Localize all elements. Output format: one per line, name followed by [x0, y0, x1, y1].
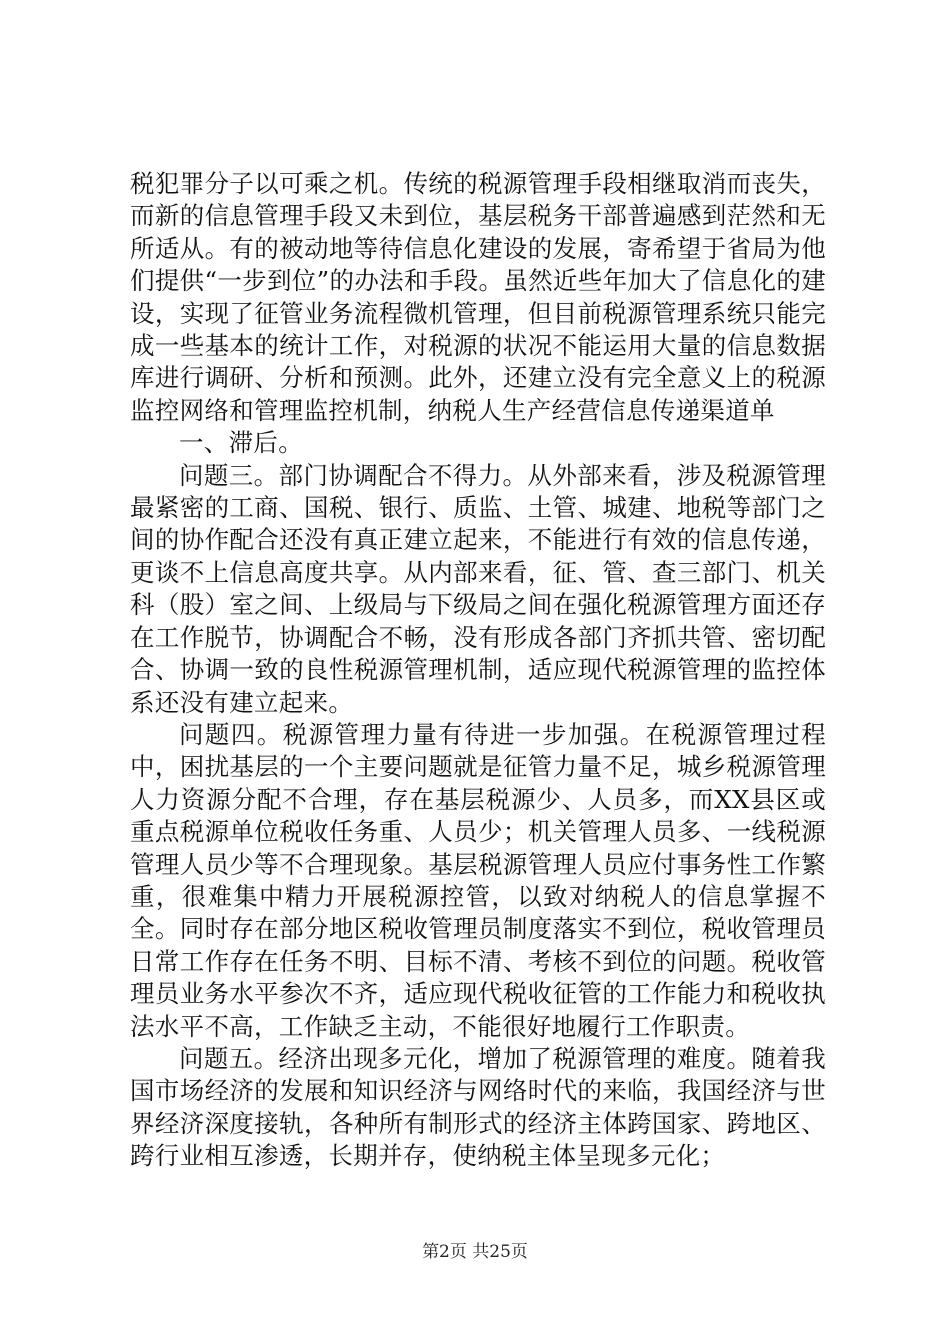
- paragraph-4: 问题四。税源管理力量有待进一步加强。在税源管理过程中，困扰基层的一个主要问题就是征管力量不足，城乡税源管理人力资源分配不合理，存在基层税源少、人员多，而XX县区或重点税源单位税收任务重、人员少；机关管理人员多、一线税源管理人员少等不合理现象。基层税源管理人员应付事务性工作繁重，很难集中精力开展税源控管，以致对纳税人的信息掌握不全。同时存在部分地区税收管理员制度落实不到位，税收管理员日常工作存在任务不明、目标不清、考核不到位的问题。税收管理员业务水平参次不齐，适应现代税收征管的工作能力和税收执法水平不高，工作缺乏主动，不能很好地履行工作职责。: [130, 719, 826, 1041]
- page-number: 第2页 共25页: [422, 1242, 528, 1262]
- document-body: [130, 168, 826, 1173]
- paragraph-5: 问题五。经济出现多元化，增加了税源管理的难度。随着我国市场经济的发展和知识经济与网络时代的来临，我国经济与世界经济深度接轨，各种所有制形式的经济主体跨国家、跨地区、跨行业相互渗透，长期并存，使纳税主体呈现多元化；: [130, 1043, 826, 1171]
- paragraph-1: 税犯罪分子以可乘之机。传统的税源管理手段相继取消而丧失，而新的信息管理手段又未到位，基层税务干部普遍感到茫然和无所适从。有的被动地等待信息化建设的发展，寄希望于省局为他们提供“一步到位”的办法和手段。虽然近些年加大了信息化的建设，实现了征管业务流程微机管理，但目前税源管理系统只能完成一些基本的统计工作，对税源的状况不能运用大量的信息数据库进行调研、分析和预测。此外，还建立没有完全意义上的税源监控网络和管理监控机制，纳税人生产经营信息传递渠道单: [130, 169, 826, 425]
- paragraph-2: 一、滞后。: [179, 428, 303, 458]
- paragraph-3: 问题三。部门协调配合不得力。从外部来看，涉及税源管理最紧密的工商、国税、银行、质监、土管、城建、地税等部门之间的协作配合还没有真正建立起来，不能进行有效的信息传递，更谈不上信息高度共享。从内部来看，征、管、查三部门、机关科（股）室之间、上级局与下级局之间在强化税源管理方面还存在工作脱节，协调配合不畅，没有形成各部门齐抓共管、密切配合、协调一致的良性税源管理机制，适应现代税源管理的监控体系还没有建立起来。: [130, 460, 826, 717]
